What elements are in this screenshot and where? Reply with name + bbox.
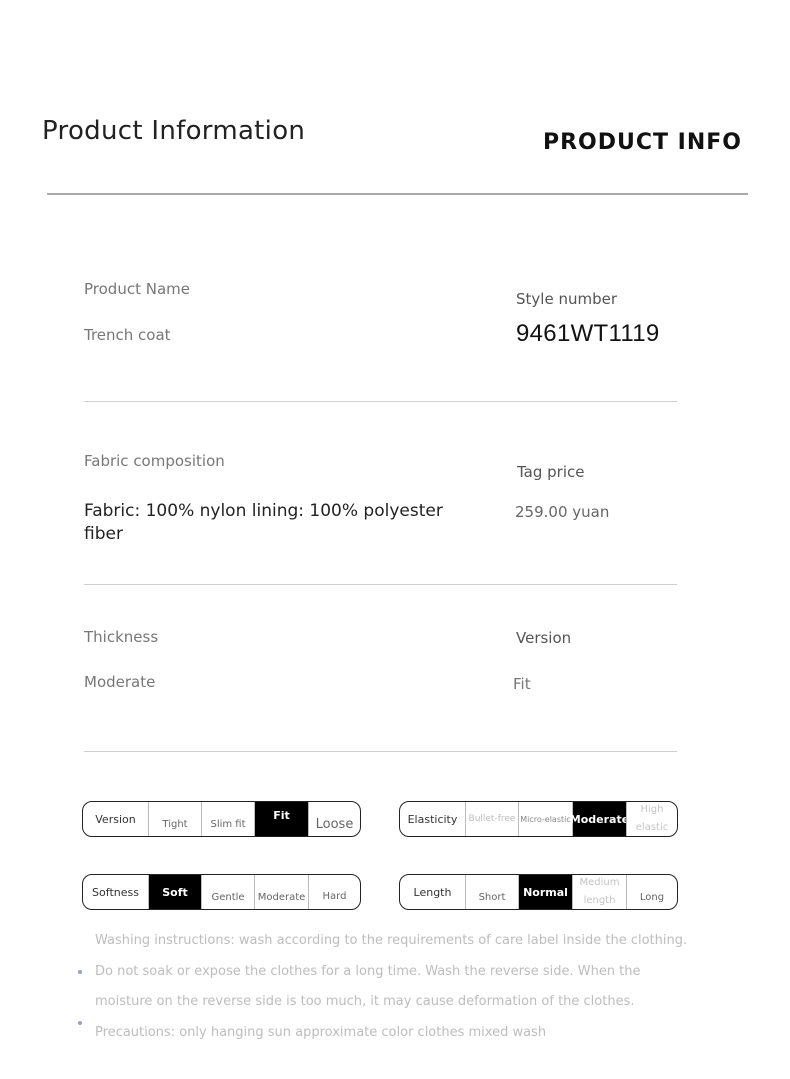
tag-price-label: Tag price — [517, 463, 585, 481]
page-title-en: PRODUCT INFO — [542, 130, 742, 155]
scale-option: Micro-elastic — [518, 802, 572, 836]
page-title: Product Information — [42, 116, 306, 146]
thickness-label: Thickness — [84, 628, 159, 646]
row-divider — [84, 401, 677, 402]
row-divider — [84, 751, 677, 752]
fabric-composition-label: Fabric composition — [84, 452, 225, 470]
scale-label: Version — [95, 812, 136, 826]
scale-label: Length — [413, 885, 452, 899]
bullet-icon — [78, 1021, 82, 1025]
scale-option: Slim fit — [201, 802, 254, 836]
scale-option: Gentle — [201, 875, 254, 909]
scale-label: Elasticity — [407, 812, 458, 826]
care-note-line: moisture on the reverse side is too much, it may cause deformation of the clothes. — [95, 994, 635, 1009]
washing-instructions: Washing instructions: wash according to the requirements of care label inside the clothing. — [95, 933, 688, 948]
scale-option-selected: Moderate — [572, 802, 626, 836]
bullet-icon — [78, 970, 82, 974]
scale-option: Long — [626, 875, 677, 909]
scale-option: Short — [465, 875, 518, 909]
product-name-label: Product Name — [84, 280, 190, 298]
scale-option-selected: Soft — [148, 875, 201, 909]
scale-option: Moderate — [254, 875, 308, 909]
scale-option: Hard — [308, 875, 360, 909]
length-scale — [399, 874, 678, 910]
elasticity-scale — [399, 801, 678, 837]
softness-scale — [82, 874, 361, 910]
scale-option: Bullet-free — [465, 802, 518, 836]
scale-option-selected: Normal — [518, 875, 572, 909]
thickness-value: Moderate — [84, 673, 156, 691]
product-name-value: Trench coat — [84, 326, 171, 344]
scale-option: Loose — [308, 802, 360, 836]
version-value: Fit — [513, 675, 531, 693]
header-divider — [47, 193, 748, 195]
row-divider — [84, 584, 677, 585]
scale-option: Tight — [148, 802, 201, 836]
precautions-note: Precautions: only hanging sun approximate color clothes mixed wash — [95, 1025, 547, 1040]
scale-option-selected: Fit — [254, 802, 308, 836]
version-scale — [82, 801, 361, 837]
scale-label: Softness — [92, 885, 139, 899]
style-number-value: 9461WT1119 — [516, 320, 660, 347]
style-number-label: Style number — [516, 290, 617, 308]
scale-option: High elastic — [626, 802, 677, 836]
version-label: Version — [516, 629, 572, 647]
fabric-composition-value: Fabric: 100% nylon lining: 100% polyester fiber — [84, 501, 443, 544]
tag-price-value: 259.00 yuan — [515, 503, 610, 521]
scale-option: Medium length — [572, 875, 626, 909]
care-note-line: Do not soak or expose the clothes for a long time. Wash the reverse side. When the — [95, 964, 641, 979]
